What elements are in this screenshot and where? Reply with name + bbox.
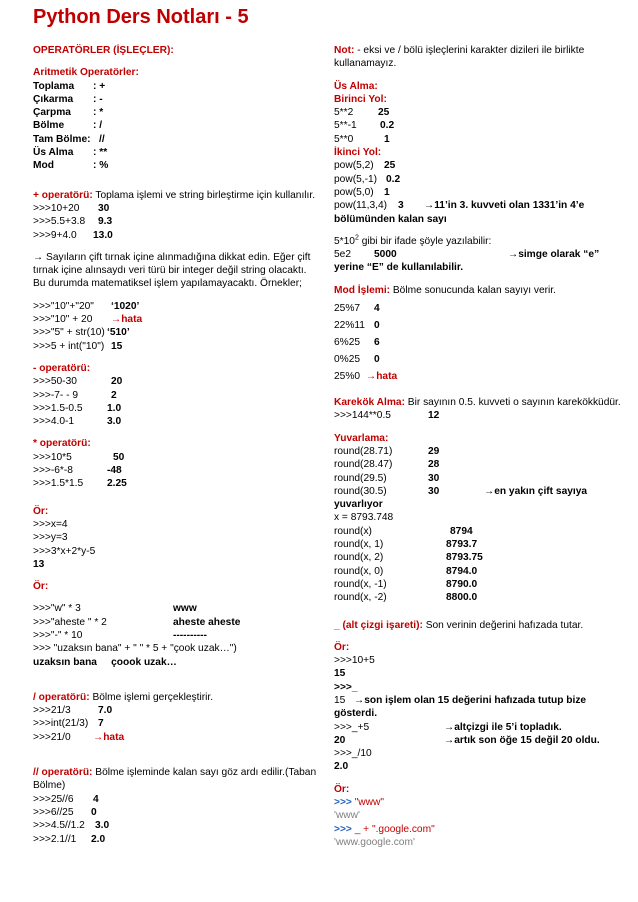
arith-item: Toplama : + (33, 80, 106, 92)
arrow-icon: → (366, 371, 377, 383)
power-heading: Üs Alma: (334, 80, 378, 92)
code-line: >>>int(21/3) 7 (33, 718, 104, 730)
arith-item: Tam Bölme: // (33, 133, 105, 145)
code-line: >>>4.0-1 3.0 (33, 416, 122, 428)
code-line: >>>50-30 20 (33, 376, 123, 388)
right-column (334, 44, 624, 849)
code-line: 2.0 (334, 761, 349, 773)
code-line: round(30.5) 30 →en yakın çift sayıya yuvarlıyor (334, 485, 588, 511)
minus-operator-heading: - operatörü: (33, 362, 91, 374)
code-line: round(28.47) 28 (334, 459, 440, 471)
code-line: >>>_ (334, 681, 358, 693)
floor-div-desc: // operatörü: Bölme işleminde kalan sayı göz ardı edilir.(Taban Bölme) (33, 767, 317, 792)
left-column (33, 44, 318, 846)
arrow-icon: → (33, 251, 44, 263)
code-line: >>>21/3 7.0 (33, 705, 113, 717)
code-line: >>>y=3 (33, 532, 68, 544)
code-line: round(29.5) 30 (334, 472, 440, 484)
code-line: round(x, -1) 8790.0 (334, 578, 478, 590)
rounding-heading: Yuvarlama: (334, 432, 389, 444)
code-line: x = 8793.748 (334, 512, 394, 524)
arrow-icon: → (508, 249, 519, 261)
code-line: >>>1.5*1.5 2.25 (33, 478, 127, 490)
code-line: 'www.google.com' (334, 836, 415, 848)
code-line: >>>25//6 4 (33, 793, 99, 805)
code-line: >>> "uzaksın bana" + " " * 5 + "çook uzak…") (33, 643, 237, 655)
code-line: pow(5,-1) 0.2 (334, 173, 401, 185)
arith-list (33, 80, 318, 173)
arrow-icon: → (484, 485, 495, 497)
example-label: Ör: (334, 641, 350, 653)
code-line: round(28.71) 29 (334, 445, 440, 457)
code-line: >>>3*x+2*y-5 (33, 545, 96, 557)
code-line: 15 →son işlem olan 15 değerini hafızada tutup bize gösterdi. (334, 694, 587, 720)
code-line: >>>10+5 (334, 655, 375, 667)
code-line: >>> "www" (334, 797, 384, 809)
sci-notation-line: $5*10^2$ gibi bir ifade şöyle yazılabilir: (334, 234, 492, 247)
code-line: round(x, 2) 8793.75 (334, 552, 483, 564)
code-line: >>>4.5//1.2 3.0 (33, 820, 110, 832)
code-line: >>> _ + ".google.com" (334, 823, 435, 835)
code-line: >>>21/0 →hata (33, 731, 125, 743)
mod-desc: Mod İşlemi: Bölme sonucunda kalan sayıyı verir. (334, 284, 556, 296)
code-line: pow(5,0) 1 (334, 186, 390, 198)
arith-heading: Aritmetik Operatörler: (33, 67, 139, 79)
first-method-label: Birinci Yol: (334, 93, 387, 105)
code-line: 0%25 0 (334, 354, 380, 366)
page-title: Python Ders Notları - 5 (33, 6, 249, 28)
code-line: >>>6//25 0 (33, 806, 97, 818)
code-line: >>>5.5+3.8 9.3 (33, 216, 113, 228)
code-line: >>>"aheste " * 2 aheste aheste (33, 616, 241, 628)
error-label: hata (103, 731, 125, 743)
code-line: 5**-1 0.2 (334, 120, 395, 132)
code-line: round(x, 0) 8794.0 (334, 565, 478, 577)
sqrt-desc: Karekök Alma: Bir sayının 0.5. kuvveti o sayının karekökküdür. (334, 397, 621, 409)
code-line: 25%7 4 (334, 303, 380, 315)
code-line: >>>10*5 50 (33, 451, 125, 463)
example-label: Ör: (33, 581, 49, 593)
code-line: round(x, -2) 8800.0 (334, 592, 478, 604)
code-line: >>>-6*-8 -48 (33, 465, 122, 477)
second-method-label: İkinci Yol: (334, 147, 382, 159)
code-line: >>>x=4 (33, 518, 68, 530)
arith-item: Üs Alma : ** (33, 147, 108, 159)
error-label: hata (121, 314, 143, 326)
arrow-icon: → (93, 731, 104, 743)
code-line: >>>"10" + 20 →hata (33, 314, 143, 326)
code-line: >>>"w" * 3 www (33, 603, 197, 615)
note-text: Not: - eksi ve / bölü işleçlerini karakter dizileri ile birlikte kullanamayız. (334, 45, 585, 70)
code-line: >>>_+5 →altçizgi ile 5’i topladık. (334, 721, 562, 733)
example-label: Ör: (334, 783, 350, 795)
plus-operator-desc: + operatörü: Toplama işlemi ve string birleştirme için kullanılır. (33, 189, 316, 201)
code-line: round(x) 8794 (334, 525, 473, 537)
code-line: 20 →artık son öğe 15 değil 20 oldu. (334, 734, 600, 746)
code-line: >>>_/10 (334, 748, 372, 760)
code-line: >>>2.1//1 2.0 (33, 833, 106, 845)
code-line: 22%11 0 (334, 320, 380, 332)
div-operator-desc: / operatörü: Bölme işlemi gerçekleştirir. (33, 691, 214, 703)
code-line: >>>"-" * 10 ---------- (33, 629, 207, 641)
code-line: >>>10+20 30 (33, 202, 110, 214)
code-line: >>>5 + int("10") 15 (33, 340, 123, 352)
code-line: 5**0 1 (334, 133, 390, 145)
arrow-icon: → (111, 314, 122, 326)
underscore-desc: _ (alt çizgi işareti): Son verinin değerini hafızada tutar. (334, 619, 584, 631)
code-line: uzaksın bana çoook uzak… (33, 656, 177, 668)
arith-item: Çıkarma : - (33, 93, 103, 105)
code-line: 13 (33, 558, 45, 570)
code-line: >>>"10"+"20" ‘1020’ (33, 300, 140, 312)
error-label: hata (376, 371, 398, 383)
arith-item: Mod : % (33, 160, 109, 172)
arith-item: Çarpma : * (33, 107, 104, 119)
arrow-icon: → (444, 721, 455, 733)
code-line: >>>"5" + str(10) ‘510’ (33, 327, 130, 339)
code-line: 15 (334, 668, 346, 680)
pow-mod-line: pow(11,3,4) 3 →11’in 3. kuvveti olan 1331’in 4’e bölümünden kalan sayı (334, 200, 585, 225)
code-line: pow(5,2) 25 (334, 160, 396, 172)
arith-item: Bölme : / (33, 120, 103, 132)
arrow-icon: → (354, 694, 365, 706)
code-line: >>>144**0.5 12 (334, 410, 440, 422)
arrow-icon: → (424, 200, 435, 212)
sci-notation-example: 5e2 5000 →simge olarak “e” yerine “E” de kullanılabilir. (334, 249, 600, 274)
string-note: → Sayıların çift tırnak içine alınmadığına dikkat edin. Eğer çift tırnak içine alınsaydı veri türü bir integer değil string olacaktı. Bu durumda matematiksel işlem yapılamayacaktı. Örnekler; (33, 251, 311, 290)
example-label: Ör: (33, 505, 49, 517)
code-line: >>>-7- - 9 2 (33, 389, 117, 401)
code-line: 6%25 6 (334, 337, 380, 349)
code-line: >>>9+4.0 13.0 (33, 229, 113, 241)
code-line: >>>1.5-0.5 1.0 (33, 402, 122, 414)
code-line: round(x, 1) 8793.7 (334, 539, 478, 551)
code-line: 5**2 25 (334, 107, 390, 119)
arrow-icon: → (444, 734, 455, 746)
operators-heading: OPERATÖRLER (İŞLEÇLER): (33, 45, 174, 56)
code-line: 25%0 →hata (334, 371, 398, 383)
mul-operator-heading: * operatörü: (33, 438, 91, 450)
code-line: 'www' (334, 810, 360, 822)
